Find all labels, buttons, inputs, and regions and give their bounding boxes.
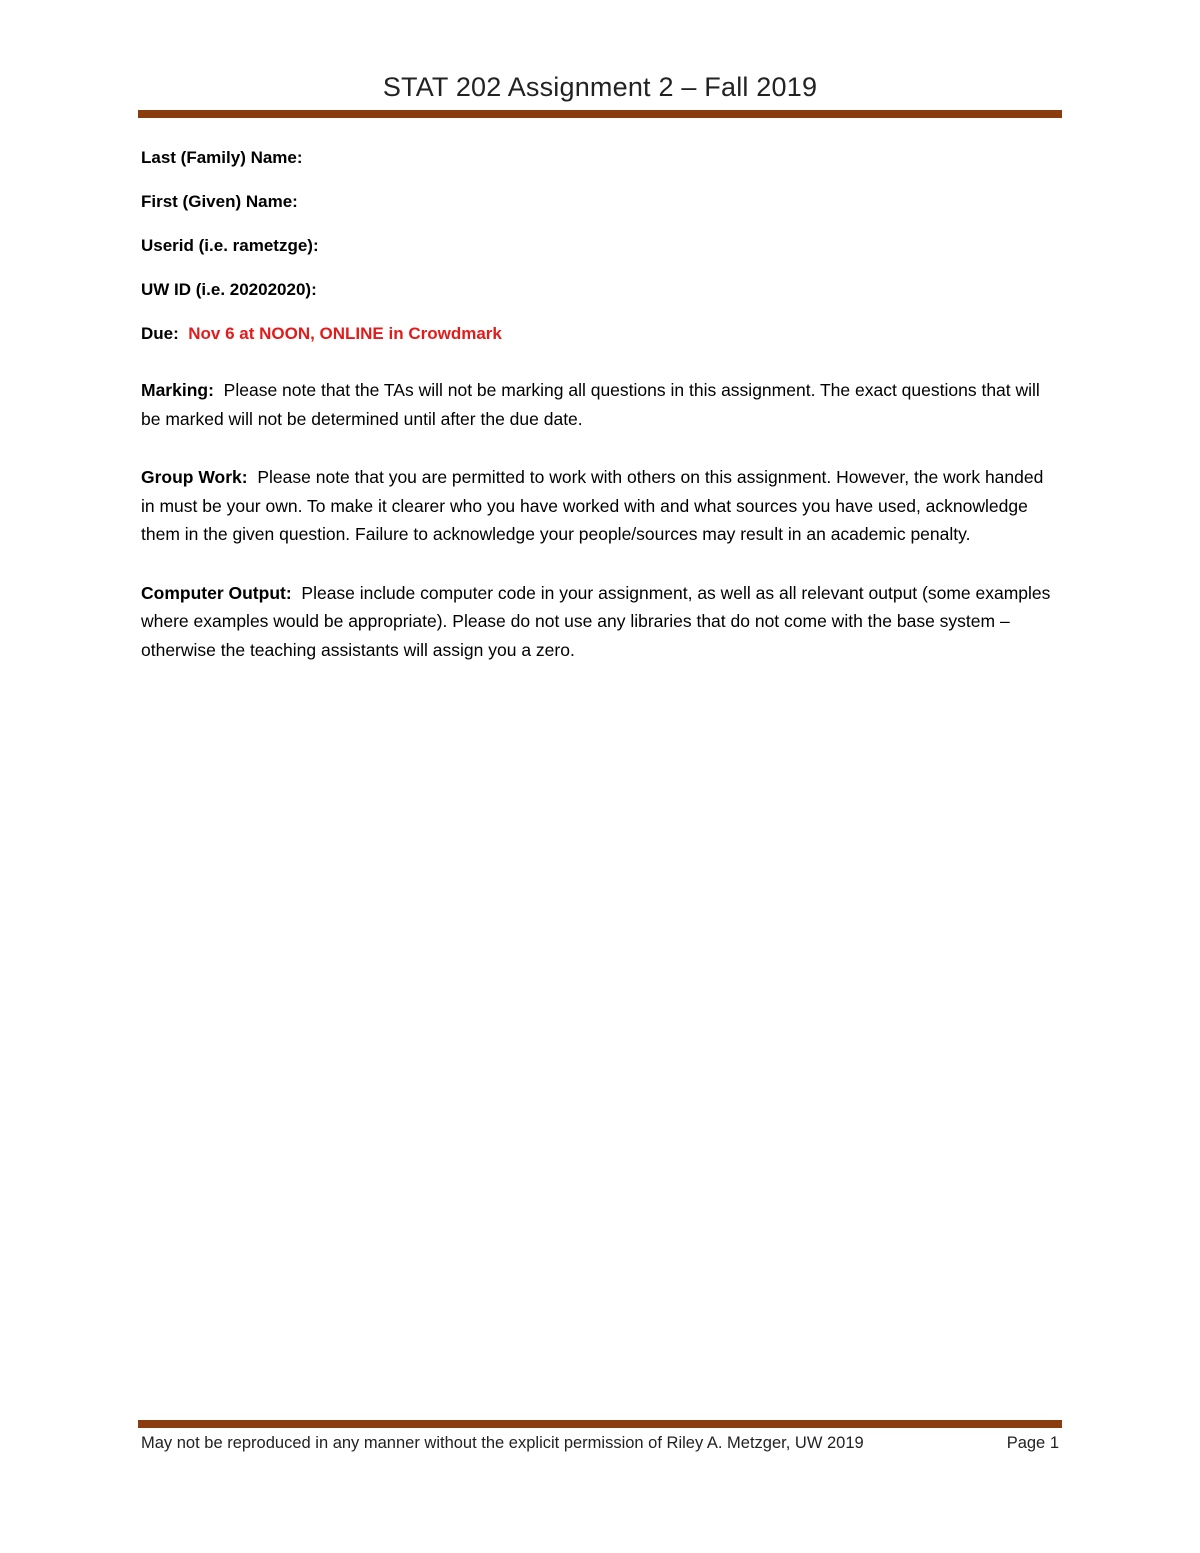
page-number: Page 1	[1006, 1434, 1059, 1452]
last-name-field: Last (Family) Name:	[141, 148, 303, 167]
computer-output-text: Please include computer code in your assignment, as well as all relevant output (some examples where examples would be appropriate). Please do not use any libraries that do not come with the base system – otherwise the teaching assistants will assign you a zero.	[141, 582, 1051, 660]
document-body	[141, 146, 1061, 694]
computer-output-section	[141, 579, 1061, 665]
page-footer	[141, 1434, 1059, 1453]
computer-output-label: Computer Output:	[141, 582, 292, 603]
document-title: STAT 202 Assignment 2 – Fall 2019	[382, 72, 818, 102]
group-work-label: Group Work:	[141, 467, 248, 487]
group-work-section	[141, 463, 1061, 549]
marking-text: Please note that the TAs will not be marking all questions in this assignment. The exact questions that will be marked will not be determined until after the due date.	[141, 380, 1040, 429]
marking-label: Marking:	[141, 380, 214, 400]
group-work-text: Please note that you are permitted to work with others on this assignment. However, the work handed in must be your own. To make it clearer who you have worked with and what sources you have used, acknowledge them in the given question. Failure to acknowledge your people/sources may result in an academic penalty.	[141, 467, 1044, 544]
marking-section	[141, 376, 1061, 433]
copyright-notice: May not be reproduced in any manner without the explicit permission of Riley A. Metzger, UW 2019	[141, 1434, 864, 1452]
header-rule	[138, 110, 1062, 118]
due-label: Due:	[141, 324, 179, 343]
due-line	[141, 322, 1061, 346]
due-value: Nov 6 at NOON, ONLINE in Crowdmark	[188, 324, 502, 343]
userid-field: Userid (i.e. rametzge):	[141, 236, 319, 255]
first-name-field: First (Given) Name:	[141, 192, 298, 211]
footer-rule	[138, 1420, 1062, 1428]
uw-id-field: UW ID (i.e. 20202020):	[141, 280, 317, 299]
